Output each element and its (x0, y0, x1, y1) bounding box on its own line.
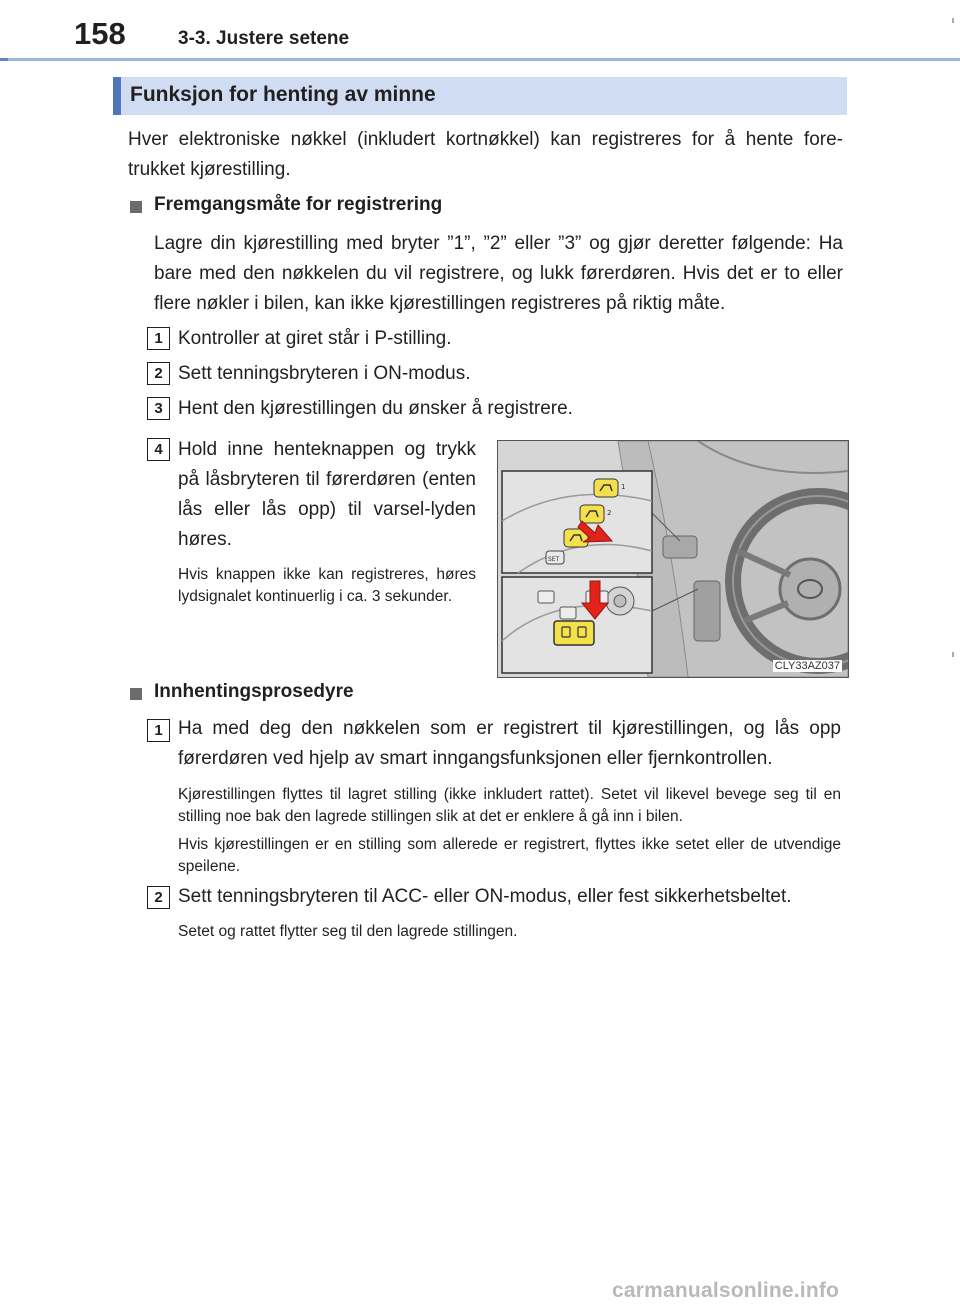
memory-button-2-icon (580, 505, 604, 523)
figure-code: CLY33AZ037 (774, 660, 840, 672)
recall-step-1-note-1: Kjørestillingen flyttes til lagret stilling (ikke inkludert rattet). Setet vil likevel bevege seg til en stilling noe bak den lagrede stillingen slik at det er enklere å gå inn i bilen. (178, 786, 841, 825)
chapter-title: 3-3. Justere setene (178, 28, 350, 49)
registration-text: Lagre din kjørestilling med bryter ”1”, ”2” eller ”3” og gjør deretter følgende: Ha bare med den nøkkelen du vil registrere, og lukk førerdøren. Hvis det er to eller flere nøkler i bilen, kan ikke kjørestillingen registreres på riktig måte. (154, 233, 843, 314)
recall-step-number-2: 2 (147, 886, 170, 909)
edge-mark (952, 18, 954, 23)
recall-step-number-1: 1 (147, 719, 170, 742)
page-number: 158 (74, 16, 126, 51)
step-number-2: 2 (147, 362, 170, 385)
section-title: Funksjon for henting av minne (130, 83, 436, 106)
step-text-1: Kontroller at giret står i P-stilling. (178, 328, 452, 349)
memory-label-1: 1 (621, 483, 626, 491)
illustration-drawing (498, 441, 848, 677)
step-number-4: 4 (147, 438, 170, 461)
recall-step-text-2: Sett tenningsbryteren til ACC- eller ON-modus, eller fest sikkerhetsbeltet. (178, 886, 792, 907)
section-band-accent (113, 77, 121, 115)
header-rule (0, 58, 960, 61)
door-lock-switch-icon (554, 621, 594, 645)
heading-bullet-icon (130, 688, 142, 700)
door-switch-illustration (497, 440, 849, 678)
step-number-3: 3 (147, 397, 170, 420)
recall-heading: Innhentingsprosedyre (154, 681, 354, 702)
step-text-2: Sett tenningsbryteren i ON-modus. (178, 363, 471, 384)
heading-bullet-icon (130, 201, 142, 213)
recall-step-text-1: Ha med deg den nøkkelen som er registrert til kjørestillingen, og lås opp førerdøren ved hjelp av smart inngangsfunksjonen eller fjernkontrollen. (178, 718, 841, 769)
edge-mark (952, 652, 954, 657)
section-title-band (113, 77, 847, 115)
header-rule-accent (0, 58, 8, 61)
memory-label-2: 2 (607, 509, 612, 517)
recall-step-2-note: Setet og rattet flytter seg til den lagrede stillingen. (178, 923, 518, 940)
step-number-1: 1 (147, 327, 170, 350)
set-button-label: SET (548, 556, 560, 563)
step-text-4: Hold inne henteknappen og trykk på låsbryteren til førerdøren (enten lås eller lås opp) til varsel-lyden høres. (178, 439, 476, 550)
step-text-3: Hent den kjørestillingen du ønsker å registrere. (178, 398, 573, 419)
memory-button-1-icon (594, 479, 618, 497)
step-4-note: Hvis knappen ikke kan registreres, høres lydsignalet kontinuerlig i ca. 3 sekunder. (178, 566, 476, 605)
watermark: carmanualsonline.info (612, 1279, 840, 1302)
registration-heading: Fremgangsmåte for registrering (154, 194, 443, 215)
recall-step-1-note-2: Hvis kjørestillingen er en stilling som allerede er registrert, flyttes ikke setet eller de utvendige speilene. (178, 836, 841, 875)
page-header (0, 0, 960, 62)
intro-paragraph: Hver elektroniske nøkkel (inkludert kortnøkkel) kan registreres for å hente fore-trukket kjørestilling. (128, 129, 843, 180)
